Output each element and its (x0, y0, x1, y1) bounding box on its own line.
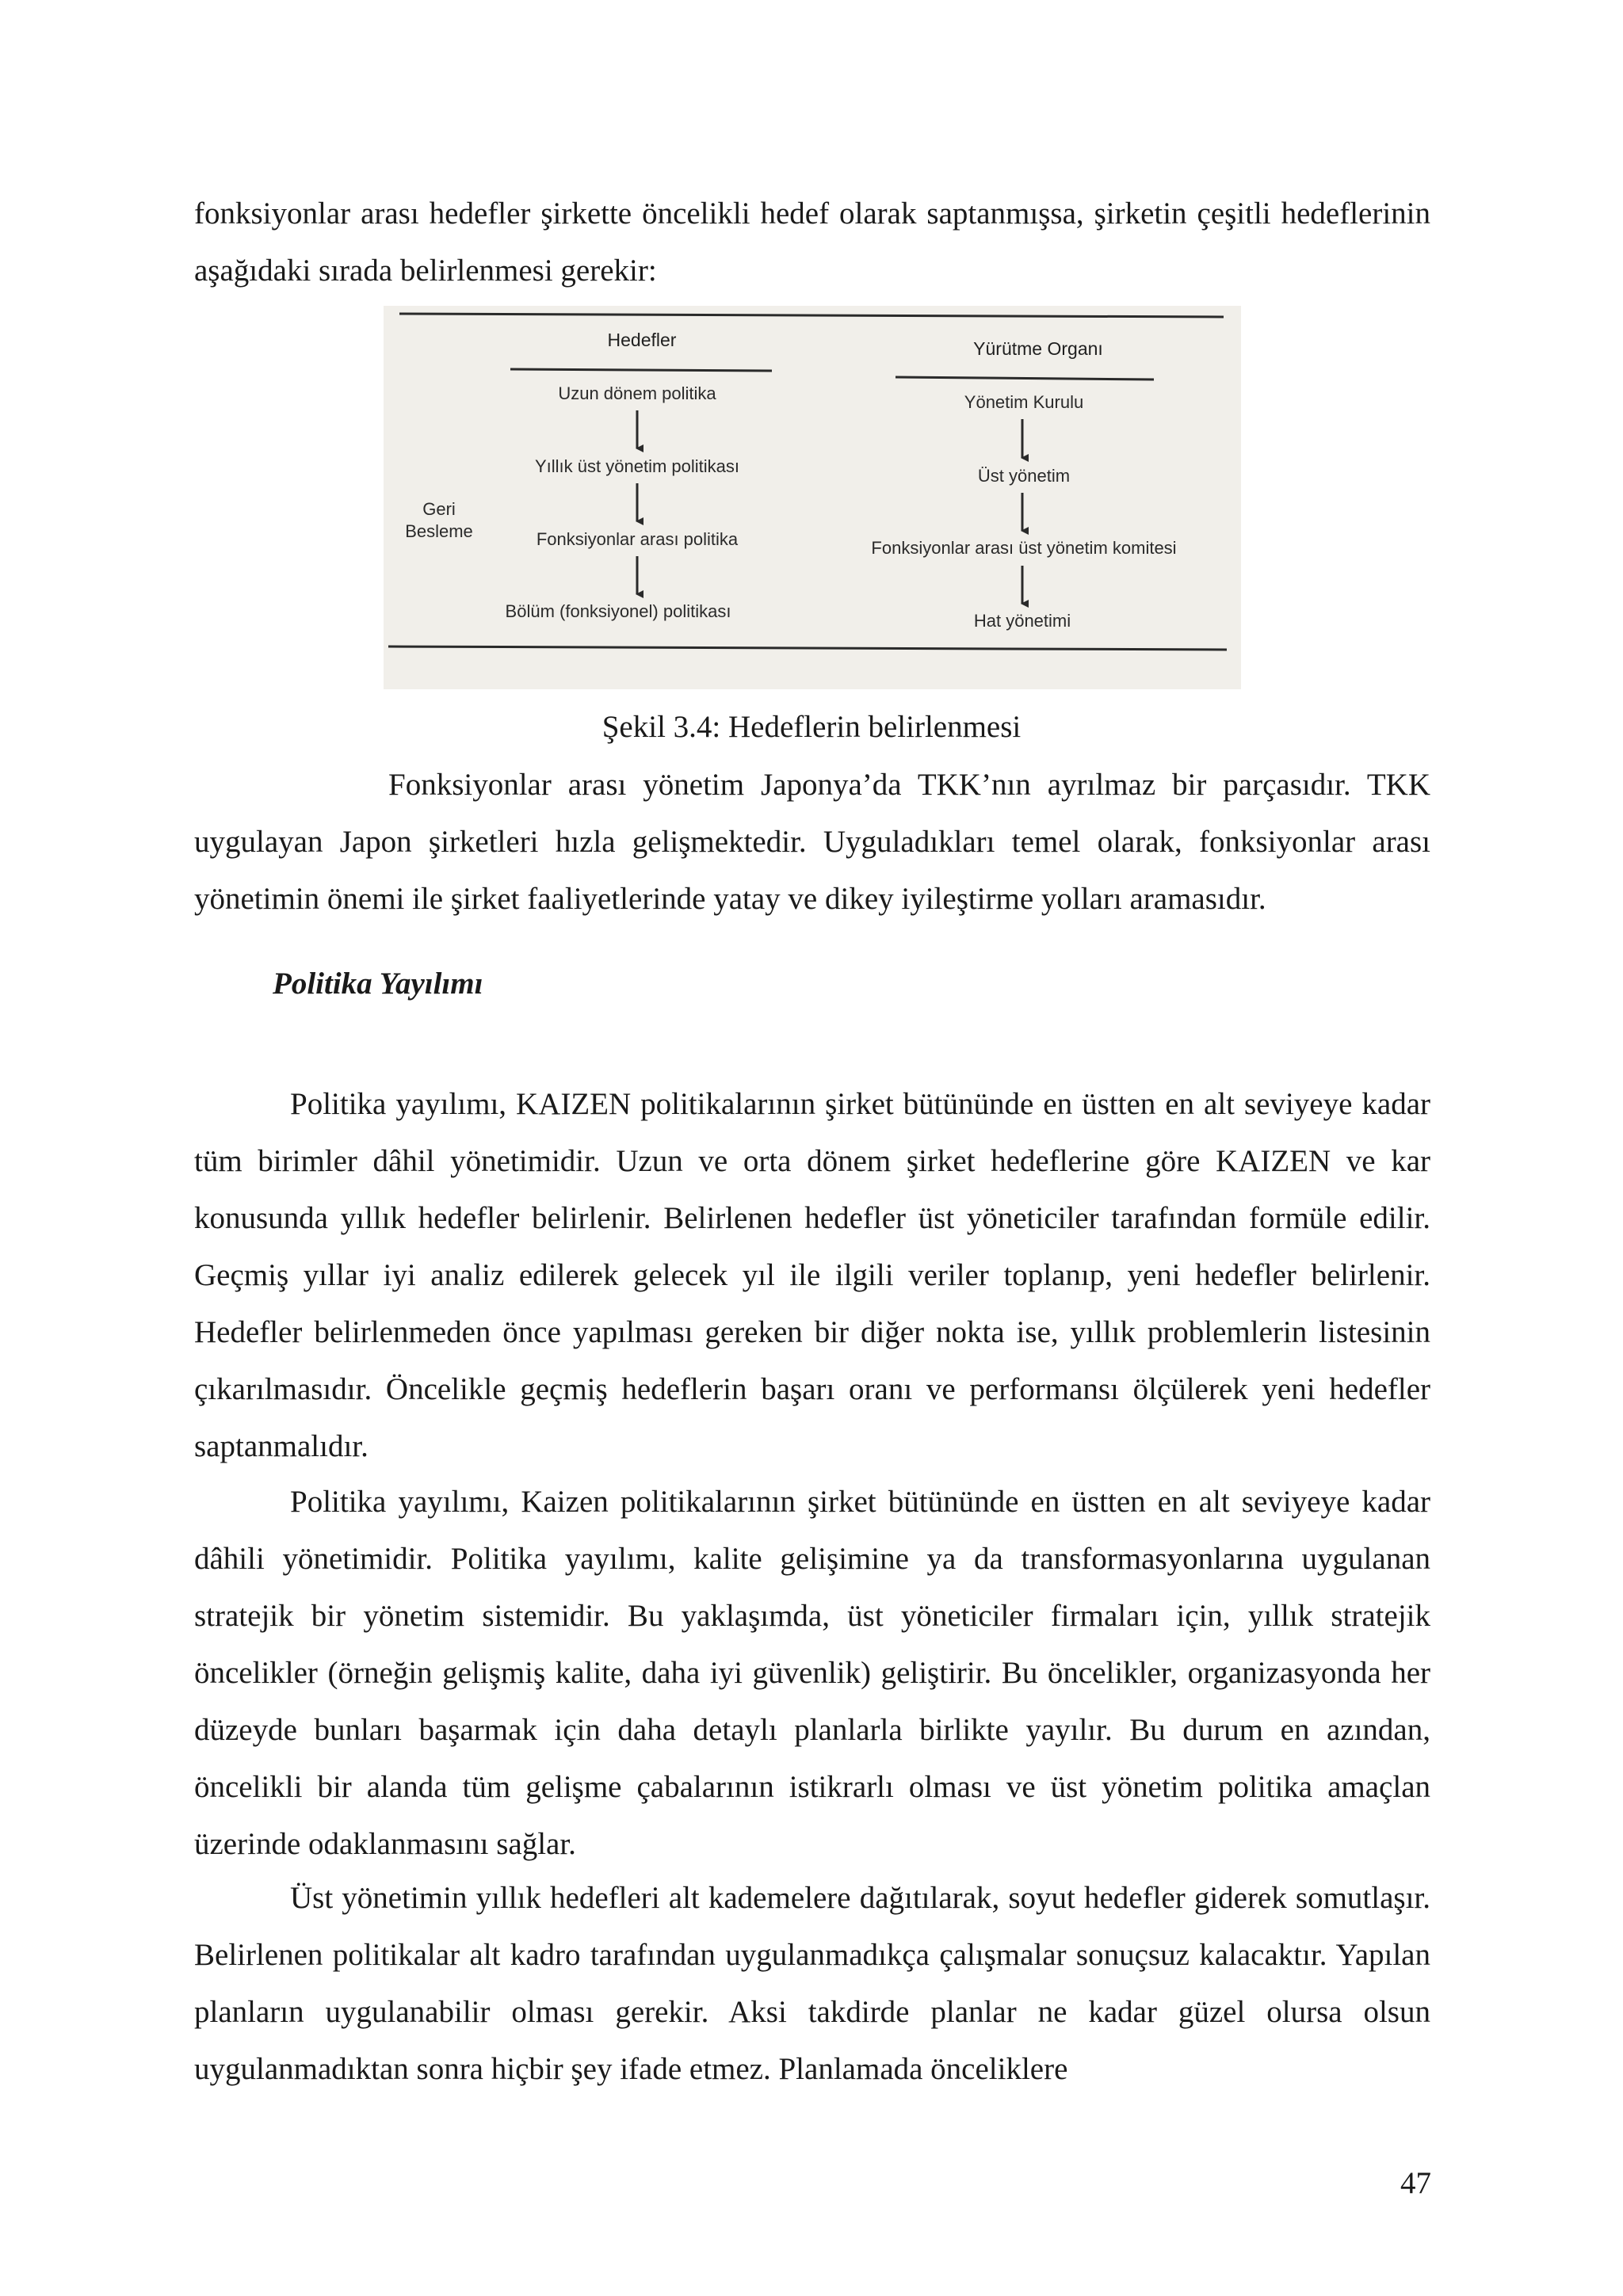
goals-diagram (384, 306, 1241, 689)
left-item-department-policy: Bölüm (fonksiyonel) politikası (505, 601, 731, 621)
policy-paragraph-1: Politika yayılımı, KAIZEN politikalarının şirket bütününde en üstten en alt seviyeye kadar tüm birimler dâhil yönetimidir. Uzun ve orta dönem şirket hedeflerine göre KAIZEN ve kar konusunda yıllık hedefler belirlenir. Belirlenen hedefler üst yöneticiler tarafından formüle edilir. Geçmiş yıllar iyi analiz edilerek gelecek yıl ile ilgili veriler toplanıp, yeni hedefler belirlenir. Hedefler belirlenmeden önce yapılması gereken bir diğer nokta ise, yıllık problemlerin listesinin çıkarılmasıdır. Öncelikle geçmiş hedeflerin başarı oranı ve performansı ölçülerek yeni hedefler saptanmalıdır. (194, 1087, 1430, 1463)
right-item-line-management: Hat yönetimi (973, 611, 1071, 631)
page-number: 47 (1400, 2166, 1431, 2200)
left-item-long-term-policy: Uzun dönem politika (558, 383, 716, 403)
right-column-header: Yürütme Organı (973, 338, 1103, 359)
tkk-paragraph: Fonksiyonlar arası yönetim Japonya’da TKK’nın ayrılmaz bir parçasıdır. TKK uygulayan Japon şirketleri hızla gelişmektedir. Uyguladıkları temel olarak, fonksiyonlar arası yönetimin önemi ile şirket faaliyetlerinde yatay ve dikey iyileştirme yolları aramasıdır. (194, 768, 1430, 916)
left-item-annual-policy: Yıllık üst yönetim politikası (535, 456, 739, 476)
feedback-label-line2: Besleme (405, 521, 473, 541)
right-item-top-management: Üst yönetim (977, 466, 1071, 486)
policy-paragraph-2: Politika yayılımı, Kaizen politikalarının şirket bütününde en üstten en alt seviyeye kadar dâhili yönetimidir. Politika yayılımı, kalite gelişimine ya da transformasyonlarına uygulanan stratejik bir yönetim sistemidir. Bu yaklaşımda, üst yöneticiler firmaları için, yıllık stratejik öncelikler (örneğin gelişmiş kalite, daha iyi güvenlik) geliştirir. Bu öncelikler, organizasyonda her düzeyde bunları başarmak için daha detaylı planlarla birlikte yayılır. Bu durum en azından, öncelikli bir alanda tüm gelişme çabalarının istikrarlı olması ve üst yönetim politika amaçlan üzerinde odaklanmasını sağlar. (194, 1485, 1430, 1861)
left-item-cross-functional-policy: Fonksiyonlar arası politika (536, 529, 739, 549)
intro-paragraph: fonksiyonlar arası hedefler şirkette öncelikli hedef olarak saptanmışsa, şirketin çeşitli hedeflerinin aşağıdaki sırada belirlenmesi gerekir: (194, 196, 1430, 288)
feedback-label-line1: Geri (422, 499, 456, 519)
policy-paragraph-3: Üst yönetimin yıllık hedefleri alt kademelere dağıtılarak, soyut hedefler giderek somutlaşır. Belirlenen politikalar alt kadro tarafından uygulanmadıkça çalışmalar sonuçsuz kalacaktır. Yapılan planların uygulanabilir olması gerekir. Aksi takdirde planlar ne kadar güzel olursa olsun uygulanmadıktan sonra hiçbir şey ifade etmez. Planlamada önceliklere (194, 1881, 1430, 2086)
section-heading: Politika Yayılımı (273, 967, 483, 1001)
figure-caption: Şekil 3.4: Hedeflerin belirlenmesi (601, 710, 1022, 744)
right-item-board: Yönetim Kurulu (964, 392, 1084, 412)
right-item-cross-functional-committee: Fonksiyonlar arası üst yönetim komitesi (871, 538, 1177, 558)
left-column-header: Hedefler (607, 330, 677, 350)
